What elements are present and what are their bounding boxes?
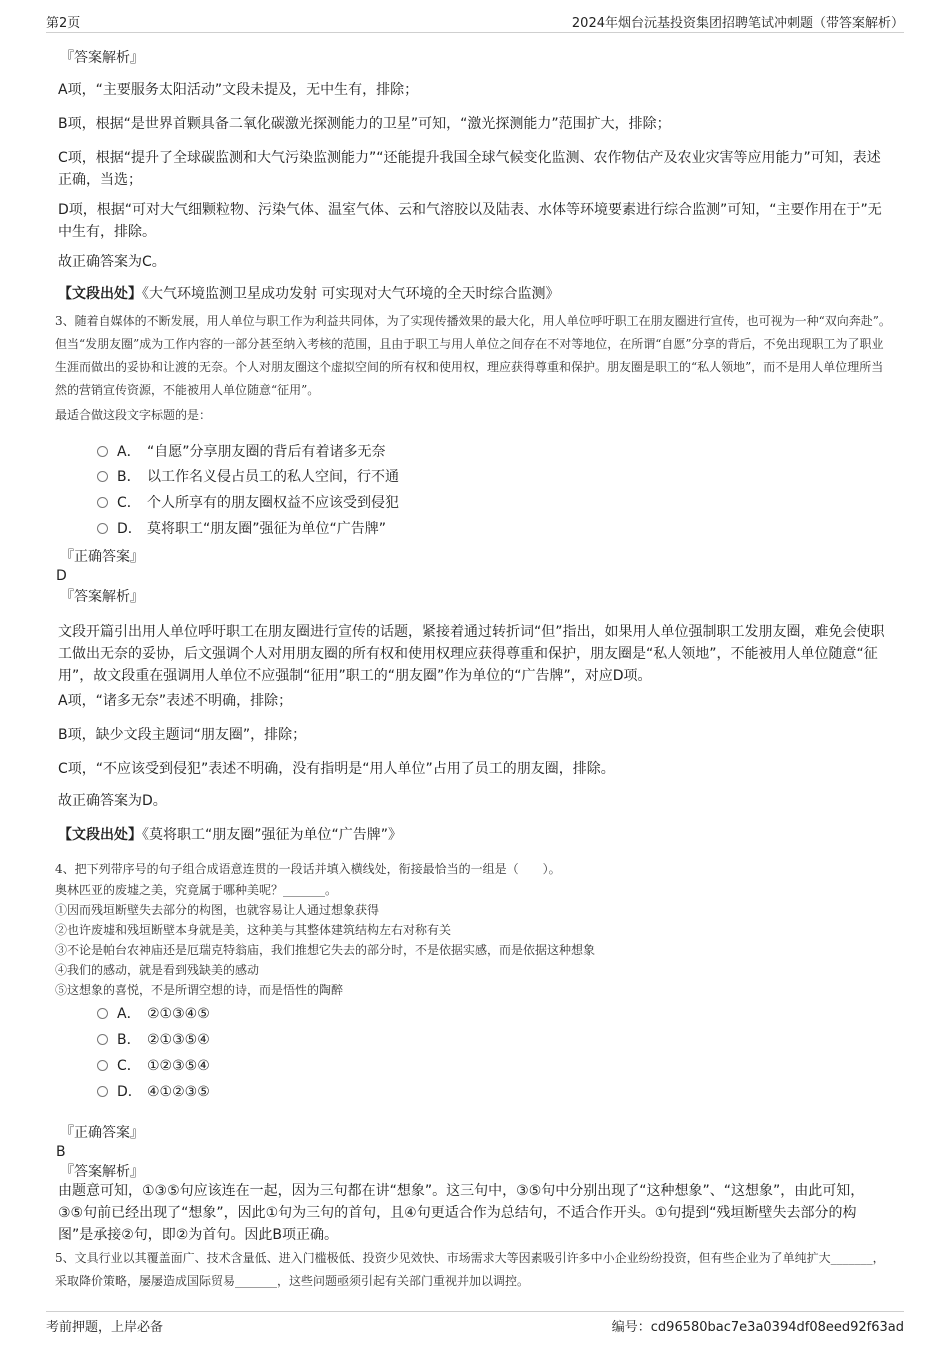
q3-answer-label: 『正确答案』 bbox=[60, 549, 144, 565]
q2-analysis-line-d: D项，根据“可对大气细颗粒物、污染气体、温室气体、云和气溶胶以及陆表、水体等环境要素进行综合监测”可知，“主要作用在于”无中生有，排除。 bbox=[58, 202, 882, 240]
q2-analysis-line-c: C项，根据“提升了全球碳监测和大气污染监测能力”“还能提升我国全球气候变化监测、农作物估产及农业灾害等应用能力”可知，表述正确，当选； bbox=[58, 150, 881, 188]
q4-sentence-5: ⑤这想象的喜悦，不是所谓空想的诗，而是悟性的陶醉 bbox=[55, 983, 344, 997]
q3-option-b[interactable]: B． 以工作名义侵占员工的私人空间，行不通 bbox=[97, 467, 399, 487]
footer-serial: 编号：cd96580bac7e3a0394df08eed92f63ad bbox=[611, 1320, 904, 1335]
q3-prompt: 最适合做这段文字标题的是： bbox=[55, 408, 212, 422]
q4-sentence-2: ②也许废墟和残垣断壁本身就是美，这种美与其整体建筑结构左右对称有关 bbox=[55, 923, 452, 937]
q4-lead: 奥林匹亚的废墟之美，究竟属于哪种美呢？_______。 bbox=[55, 883, 338, 897]
q3-answer: D bbox=[56, 568, 67, 584]
q4-answer: B bbox=[56, 1144, 66, 1160]
q2-analysis-line-b: B项，根据“是世界首颗具备二氧化碳激光探测能力的卫星”可知，“激光探测能力”范围扩大，排除； bbox=[58, 116, 671, 132]
q3-analysis-line-b: B项，缺少文段主题词“朋友圈”，排除； bbox=[58, 727, 307, 743]
page-number: 第2页 bbox=[46, 16, 81, 31]
q4-option-a[interactable]: A． ②①③④⑤ bbox=[97, 1004, 210, 1024]
q5-stem: 5、文具行业以其覆盖面广、技术含量低、进入门槛极低、投资少见效快、市场需求大等因素吸引许多中小企业纷纷投资，但有些企业为了单纯扩大_______，采取降价策略，屡屡造成国际贸易_______，这些问题亟须引起有关部门重视并加以调控。 bbox=[55, 1251, 885, 1288]
radio-icon[interactable] bbox=[97, 497, 108, 508]
q4-option-b[interactable]: B． ②①③⑤④ bbox=[97, 1030, 210, 1050]
q3-stem: 3、随着自媒体的不断发展，用人单位与职工作为利益共同体，为了实现传播效果的最大化，用人单位呼吁职工在朋友圈进行宣传，也可视为一种“双向奔赴”。但当“发朋友圈”成为工作内容的一部分甚至纳入考核的范围，且由于职工与用人单位之间存在不对等地位，在所谓“自愿”分享的背后，不免出现职工为了职业生涯而做出的妥协和让渡的无奈。个人对朋友圈这个虚拟空间的所有权和使用权，理应获得尊重和保护。朋友圈是职工的“私人领地”，而不是用人单位理所当然的营销宣传资源，不能被用人单位随意“征用”。 bbox=[55, 314, 891, 397]
q3-analysis-label: 『答案解析』 bbox=[60, 589, 144, 605]
page-footer bbox=[46, 1311, 904, 1336]
q4-analysis-label: 『答案解析』 bbox=[60, 1164, 144, 1180]
q4-sentence-3: ③不论是帕台农神庙还是厄瑞克特翁庙，我们推想它失去的部分时，不是依据实感，而是依据这种想象 bbox=[55, 943, 596, 957]
q4-option-d[interactable]: D． ④①②③⑤ bbox=[97, 1082, 210, 1102]
q2-source-label: 【文段出处】 bbox=[58, 286, 142, 302]
q2-source-text: 《大气环境监测卫星成功发射 可实现对大气环境的全天时综合监测》 bbox=[142, 286, 560, 302]
radio-icon[interactable] bbox=[97, 1008, 108, 1019]
q3-source-text: 《莫将职工“朋友圈”强征为单位“广告牌”》 bbox=[142, 827, 403, 843]
q3-source bbox=[58, 824, 402, 846]
q3-source-label: 【文段出处】 bbox=[58, 827, 142, 843]
q3-analysis-line-c: C项，“不应该受到侵犯”表述不明确，没有指明是“用人单位”占用了员工的朋友圈，排除。 bbox=[58, 761, 615, 777]
q2-analysis-line-a: A项，“主要服务太阳活动”文段未提及，无中生有，排除； bbox=[58, 82, 419, 98]
document-title: 2024年烟台沅基投资集团招聘笔试冲刺题（带答案解析） bbox=[571, 16, 904, 31]
q4-option-c[interactable]: C． ①②③⑤④ bbox=[97, 1056, 210, 1076]
q2-conclusion: 故正确答案为C。 bbox=[58, 254, 166, 270]
q3-option-c[interactable]: C． 个人所享有的朋友圈权益不应该受到侵犯 bbox=[97, 493, 399, 513]
q2-source bbox=[58, 283, 559, 305]
q4-analysis: 由题意可知，①③⑤句应该连在一起，因为三句都在讲“想象”。这三句中，③⑤句中分别出现了“这种想象”、“这想象”，由此可知，③⑤句前已经出现了“想象”，因此①句为三句的首句，且④句更适合作为总结句，不适合作开头。①句提到“残垣断壁失去部分的构图”是承接②句，即②为首句。因此B项正确。 bbox=[58, 1183, 865, 1243]
q3-option-d[interactable]: D． 莫将职工“朋友圈”强征为单位“广告牌” bbox=[97, 519, 386, 539]
q4-stem: 4、把下列带序号的句子组合成语意连贯的一段话并填入横线处，衔接最恰当的一组是（ ）。 bbox=[55, 862, 561, 876]
radio-icon[interactable] bbox=[97, 1060, 108, 1071]
page-header bbox=[46, 10, 904, 33]
radio-icon[interactable] bbox=[97, 1086, 108, 1097]
q4-sentence-1: ①因而残垣断壁失去部分的构图，也就容易让人通过想象获得 bbox=[55, 903, 380, 917]
q3-analysis-line-a: A项，“诸多无奈”表述不明确，排除； bbox=[58, 693, 293, 709]
radio-icon[interactable] bbox=[97, 523, 108, 534]
radio-icon[interactable] bbox=[97, 446, 108, 457]
q4-answer-label: 『正确答案』 bbox=[60, 1125, 144, 1141]
q3-option-a[interactable]: A． “自愿”分享朋友圈的背后有着诸多无奈 bbox=[97, 442, 386, 462]
footer-slogan: 考前押题，上岸必备 bbox=[46, 1320, 164, 1335]
q3-conclusion: 故正确答案为D。 bbox=[58, 793, 167, 809]
radio-icon[interactable] bbox=[97, 471, 108, 482]
q2-analysis-label: 『答案解析』 bbox=[60, 50, 144, 66]
q4-sentence-4: ④我们的感动，就是看到残缺美的感动 bbox=[55, 963, 260, 977]
radio-icon[interactable] bbox=[97, 1034, 108, 1045]
q3-analysis: 文段开篇引出用人单位呼吁职工在朋友圈进行宣传的话题，紧接着通过转折词“但”指出，如果用人单位强制职工发朋友圈，难免会使职工做出无奈的妥协，后文强调个人对用朋友圈的所有权和使用权理应获得尊重和保护，朋友圈是“私人领地”，不能被用人单位随意“征用”，故文段重在强调用人单位不应强制“征用”职工的“朋友圈”作为单位的“广告牌”，对应D项。 bbox=[58, 624, 885, 684]
